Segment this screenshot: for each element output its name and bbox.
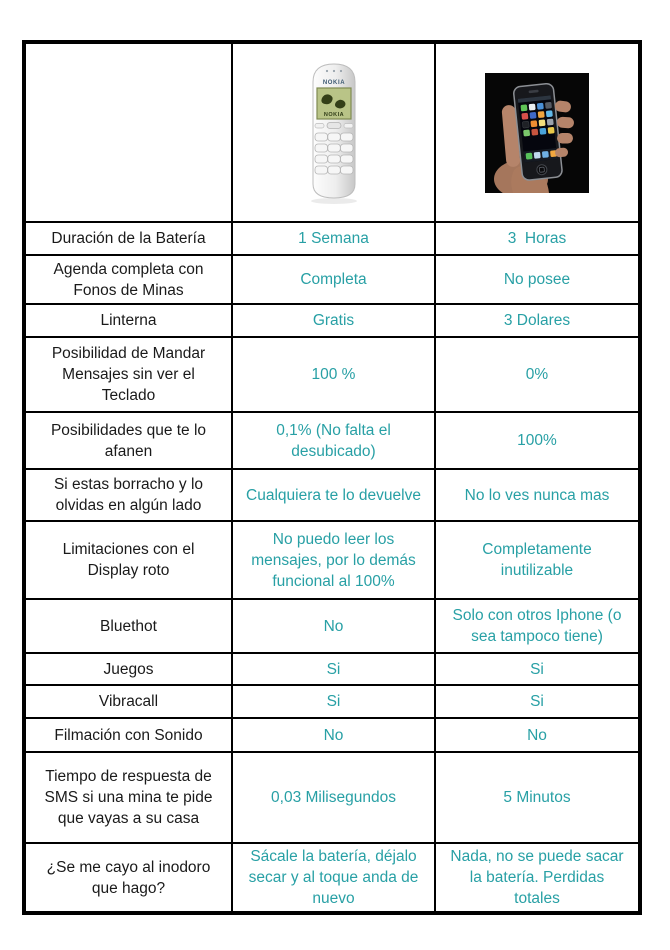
iphone-value: Si (530, 693, 544, 710)
iphone-value-cell (435, 718, 640, 752)
nokia-value: 1 Semana (298, 230, 369, 247)
iphone-value-cell (435, 412, 640, 469)
nokia-value: Gratis (312, 312, 355, 329)
iphone-value: No (527, 726, 547, 744)
nokia-value-cell (232, 843, 435, 913)
feature-label: Tiempo de respuesta de SMS si una mina te pide que vayas a su casa (44, 768, 213, 827)
nokia-value: No (323, 617, 344, 635)
nokia-value: No puedo leer los mensajes, por lo demás funcional al 100% (251, 530, 421, 590)
nokia-value-cell (232, 304, 435, 337)
feature-label: Posibilidades que te lo afanen (50, 421, 207, 460)
nokia-value-cell (232, 469, 435, 521)
table-row (24, 304, 640, 337)
comparison-table (22, 40, 642, 915)
iphone-value-cell (435, 521, 640, 599)
iphone-value-cell (435, 599, 640, 653)
feature-label: ¿Se me cayo al inodoro que hago? (46, 858, 211, 897)
header-iphone-cell (435, 42, 640, 222)
feature-label: Bluethot (100, 617, 157, 635)
feature-cell (24, 653, 232, 685)
iphone-value-cell (435, 843, 640, 913)
feature-label: Posibilidad de Mandar Mensajes sin ver el Teclado (51, 345, 206, 404)
feature-cell (24, 222, 232, 255)
nokia-logo-text: NOKIA (322, 79, 345, 86)
iphone-value: Nada, no se puede sacar la batería. Perdidas totales (450, 848, 628, 907)
feature-cell (24, 843, 232, 913)
nokia-value-cell (232, 521, 435, 599)
table-row (24, 337, 640, 412)
feature-label: Vibracall (98, 693, 159, 710)
iphone-value: 0% (525, 366, 549, 383)
feature-cell (24, 599, 232, 653)
table-row (24, 752, 640, 843)
nokia-value: 0,1% (No falta el desubicado) (276, 421, 396, 460)
feature-label: Linterna (100, 312, 157, 329)
feature-label: Juegos (103, 660, 154, 678)
feature-label: Filmación con Sonido (54, 726, 203, 744)
table-row (24, 222, 640, 255)
nokia-value-cell (232, 685, 435, 718)
table-row (24, 599, 640, 653)
table-row (24, 653, 640, 685)
feature-cell (24, 412, 232, 469)
feature-label: Limitaciones con el Display roto (62, 541, 195, 579)
iphone-value-cell (435, 653, 640, 685)
nokia-shadow (311, 198, 357, 204)
iphone-value: Si (530, 660, 544, 678)
table-row (24, 255, 640, 304)
nokia-value-cell (232, 599, 435, 653)
iphone-value-cell (435, 304, 640, 337)
iphone-value-cell (435, 685, 640, 718)
nokia-value: Si (326, 660, 341, 678)
nokia-1100-image (298, 60, 370, 206)
nokia-value-cell (232, 653, 435, 685)
iphone-value: 3 Horas (507, 230, 567, 247)
feature-label: Si estas borracho y lo olvidas en algún lado (53, 476, 204, 514)
feature-cell (24, 469, 232, 521)
feature-cell (24, 752, 232, 843)
feature-label: Agenda completa con Fonos de Minas (53, 260, 204, 299)
iphone-value: Completamente inutilizable (482, 541, 597, 579)
feature-cell (24, 304, 232, 337)
nokia-value: 0,03 Milisegundos (271, 789, 396, 806)
iphone-value-cell (435, 337, 640, 412)
nokia-value-cell (232, 718, 435, 752)
table-row (24, 685, 640, 718)
header-row (24, 42, 640, 222)
table-row (24, 521, 640, 599)
feature-label: Duración de la Batería (51, 230, 206, 247)
nokia-value: Si (326, 693, 341, 710)
nokia-value-cell (232, 752, 435, 843)
iphone-value-cell (435, 222, 640, 255)
iphone-home-button (536, 164, 547, 175)
iphone-value-cell (435, 255, 640, 304)
iphone-value: No posee (503, 271, 571, 288)
iphone-value: 5 Minutos (503, 789, 571, 806)
header-feature-cell (24, 42, 232, 222)
nokia-value: Completa (300, 271, 367, 288)
iphone-value: Solo con otros Iphone (o sea tampoco tiene) (452, 607, 626, 645)
nokia-screen-logo-text: NOKIA (323, 111, 344, 118)
iphone-in-hand-image (485, 73, 589, 193)
nokia-value-cell (232, 412, 435, 469)
nokia-value: 100 % (311, 366, 356, 383)
feature-cell (24, 337, 232, 412)
nokia-value-cell (232, 255, 435, 304)
nokia-value-cell (232, 222, 435, 255)
header-nokia-cell (232, 42, 435, 222)
table-row (24, 843, 640, 913)
feature-cell (24, 685, 232, 718)
nokia-value: No (323, 726, 344, 744)
iphone-value-cell (435, 469, 640, 521)
iphone-value: No lo ves nunca mas (464, 486, 610, 504)
table-row (24, 718, 640, 752)
table-row (24, 412, 640, 469)
nokia-value: Sácale la batería, déjalo secar y al toque anda de nuevo (248, 848, 423, 907)
feature-cell (24, 718, 232, 752)
nokia-value: Cualquiera te lo devuelve (246, 486, 421, 504)
iphone-value-cell (435, 752, 640, 843)
table-row (24, 469, 640, 521)
iphone-value: 3 Dolares (503, 312, 571, 329)
feature-cell (24, 521, 232, 599)
nokia-value-cell (232, 337, 435, 412)
iphone-value: 100% (517, 432, 557, 449)
feature-cell (24, 255, 232, 304)
